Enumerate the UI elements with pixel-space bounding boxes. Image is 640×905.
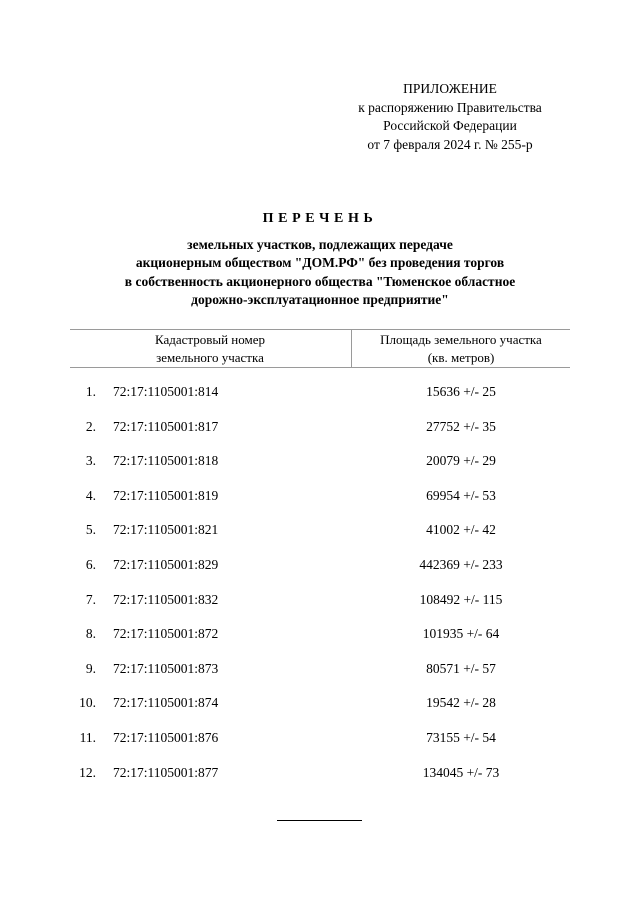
table-row: [0, 488, 640, 523]
cadastral-number: 72:17:1105001:814: [113, 384, 219, 399]
plot-area: 442369 +/- 233: [419, 556, 503, 572]
subtitle-line-2: акционерным обществом "ДОМ.РФ" без проведения торгов: [135, 255, 505, 271]
subtitle-line-1: земельных участков, подлежащих передаче: [187, 237, 453, 252]
header-cadastral-line-2: земельного участка: [156, 349, 264, 365]
cadastral-number: 72:17:1105001:817: [113, 418, 219, 434]
cadastral-number: 72:17:1105001:873: [113, 660, 219, 676]
table-row: [0, 730, 640, 765]
cadastral-number: 72:17:1105001:821: [113, 522, 219, 538]
row-number: 7.: [85, 591, 96, 607]
table-row: [0, 592, 640, 627]
row-number: 11.: [79, 729, 96, 745]
plot-area: 108492 +/- 115: [419, 591, 503, 607]
plot-area: 69954 +/- 53: [426, 487, 496, 503]
end-of-document-rule: [277, 820, 362, 821]
plot-area: 20079 +/- 29: [426, 453, 496, 469]
cadastral-number: 72:17:1105001:829: [113, 556, 219, 572]
subtitle-line-4: дорожно-эксплуатационное предприятие": [191, 291, 449, 307]
appendix-authority: Российской Федерации: [383, 118, 517, 133]
table-body: [0, 384, 640, 799]
table-row: [0, 765, 640, 800]
row-number: 9.: [85, 660, 96, 676]
appendix-label: ПРИЛОЖЕНИЕ: [403, 81, 497, 96]
document-subtitle: [0, 236, 640, 309]
plot-area: 134045 +/- 73: [422, 764, 500, 780]
table-row: [0, 661, 640, 696]
cadastral-number: 72:17:1105001:819: [113, 487, 219, 503]
header-area-line-1: Площадь земельного участка: [380, 332, 542, 347]
header-cadastral-line-1: Кадастровый номер: [154, 332, 266, 347]
table-row: [0, 522, 640, 557]
row-number: 1.: [85, 384, 96, 399]
cadastral-number: 72:17:1105001:832: [113, 591, 219, 607]
row-number: 8.: [85, 626, 96, 642]
row-number: 2.: [85, 418, 96, 434]
appendix-date-number: от 7 февраля 2024 г. № 255-р: [367, 136, 533, 152]
plot-area: 15636 +/- 25: [426, 384, 496, 399]
subtitle-line-3: в собственность акционерного общества "Тюменское областное: [124, 273, 516, 289]
appendix-order-ref: к распоряжению Правительства: [358, 99, 542, 115]
table-row: [0, 557, 640, 592]
header-cadastral-number: [70, 330, 350, 368]
table-row: [0, 626, 640, 661]
plot-area: 80571 +/- 57: [426, 660, 496, 676]
cadastral-number: 72:17:1105001:874: [113, 695, 219, 711]
table-row: [0, 384, 640, 419]
table-header: [70, 329, 570, 368]
table-row: [0, 695, 640, 730]
plot-area: 101935 +/- 64: [422, 626, 500, 642]
cadastral-number: 72:17:1105001:872: [113, 626, 219, 642]
plot-area: 19542 +/- 28: [426, 695, 496, 711]
plot-area: 27752 +/- 35: [426, 418, 496, 434]
cadastral-number: 72:17:1105001:876: [113, 729, 219, 745]
row-number: 4.: [85, 487, 96, 503]
header-area-line-2: (кв. метров): [427, 349, 495, 365]
row-number: 3.: [85, 453, 96, 469]
header-area: [352, 330, 570, 368]
plot-area: 41002 +/- 42: [426, 522, 496, 538]
row-number: 6.: [85, 556, 96, 572]
table-row: [0, 419, 640, 454]
document-title: ПЕРЕЧЕНЬ: [262, 211, 378, 226]
row-number: 12.: [79, 764, 96, 780]
table-row: [0, 453, 640, 488]
row-number: 10.: [79, 695, 96, 711]
cadastral-number: 72:17:1105001:818: [113, 453, 219, 469]
cadastral-number: 72:17:1105001:877: [113, 764, 219, 780]
appendix-header: [330, 80, 570, 154]
plot-area: 73155 +/- 54: [426, 729, 496, 745]
row-number: 5.: [85, 522, 96, 538]
